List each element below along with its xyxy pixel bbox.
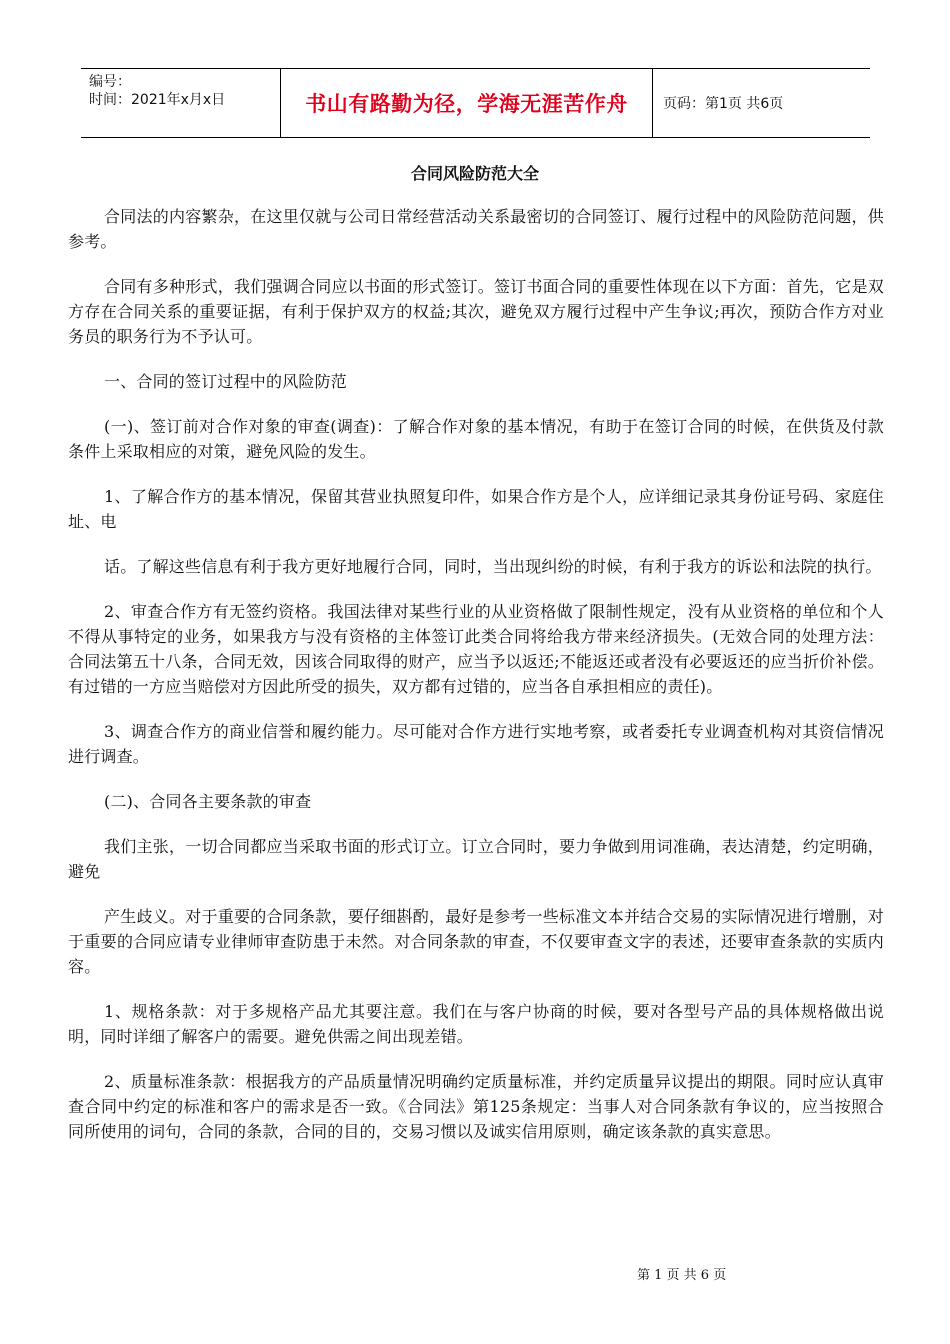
paragraph: 2、审查合作方有无签约资格。我国法律对某些行业的从业资格做了限制性规定，没有从业资格的单位和个人不得从事特定的业务，如果我方与没有资格的主体签订此类合同将给我方带来经济损失。(无效合同的处理方法：合同法第五十八条，合同无效，因该合同取得的财产，应当予以返还;不能返还或者没有必要返还的应当折价补偿。有过错的一方应当赔偿对方因此所受的损失，双方都有过错的，应当各自承担相应的责任)。 — [68, 602, 884, 696]
document-date: 时间：2021年x月x日 — [89, 92, 226, 108]
paragraph: 1、了解合作方的基本情况，保留其营业执照复印件，如果合作方是个人，应详细记录其身份证号码、家庭住址、电 — [68, 487, 884, 531]
paragraph: 3、调查合作方的商业信誉和履约能力。尽可能对合作方进行实地考察，或者委托专业调查机构对其资信情况进行调查。 — [68, 722, 884, 766]
section-heading: 一、合同的签订过程中的风险防范 — [104, 372, 348, 391]
page-footer: 第 1 页 共 6 页 — [637, 1268, 727, 1283]
document-body — [68, 204, 884, 1164]
paragraph: 2、质量标准条款：根据我方的产品质量情况明确约定质量标准，并约定质量异议提出的期限。同时应认真审查合同中约定的标准和客户的需求是否一致。《合同法》第125条规定：当事人对合同条款有争议的，应当按照合同所使用的词句，合同的条款，合同的目的，交易习惯以及诚实信用原则，确定该条款的真实意思。 — [68, 1072, 884, 1141]
document-title: 合同风险防范大全 — [410, 164, 539, 183]
section-heading: (二)、合同各主要条款的审查 — [104, 792, 312, 811]
paragraph: 产生歧义。对于重要的合同条款，要仔细斟酌，最好是参考一些标准文本并结合交易的实际情况进行增删，对于重要的合同应请专业律师审查防患于未然。对合同条款的审查，不仅要审查文字的表述，还要审查条款的实质内容。 — [68, 907, 884, 976]
paragraph: (一)、签订前对合作对象的审查(调查)：了解合作对象的基本情况，有助于在签订合同的时候，在供货及付款条件上采取相应的对策，避免风险的发生。 — [68, 417, 884, 461]
paragraph: 1、规格条款：对于多规格产品尤其要注意。我们在与客户协商的时候，要对各型号产品的具体规格做出说明，同时详细了解客户的需要。避免供需之间出现差错。 — [68, 1002, 884, 1046]
paragraph: 合同法的内容繁杂，在这里仅就与公司日常经营活动关系最密切的合同签订、履行过程中的风险防范问题，供参考。 — [68, 207, 884, 251]
document-number-label: 编号： — [89, 74, 131, 90]
paragraph: 合同有多种形式，我们强调合同应以书面的形式签订。签订书面合同的重要性体现在以下方面：首先，它是双方存在合同关系的重要证据，有利于保护双方的权益;其次，避免双方履行过程中产生争议;再次，预防合作方对业务员的职务行为不予认可。 — [68, 277, 884, 346]
header-left-cell — [81, 69, 281, 137]
paragraph: 话。了解这些信息有利于我方更好地履行合同，同时，当出现纠纷的时候，有利于我方的诉讼和法院的执行。 — [104, 557, 882, 576]
paragraph: 我们主张，一切合同都应当采取书面的形式订立。订立合同时，要力争做到用词准确，表达清楚，约定明确，避免 — [68, 837, 884, 881]
header-page-info: 页码：第1页 共6页 — [663, 96, 784, 112]
header-motto: 书山有路勤为径，学海无涯苦作舟 — [281, 69, 653, 137]
header-table — [81, 68, 870, 138]
